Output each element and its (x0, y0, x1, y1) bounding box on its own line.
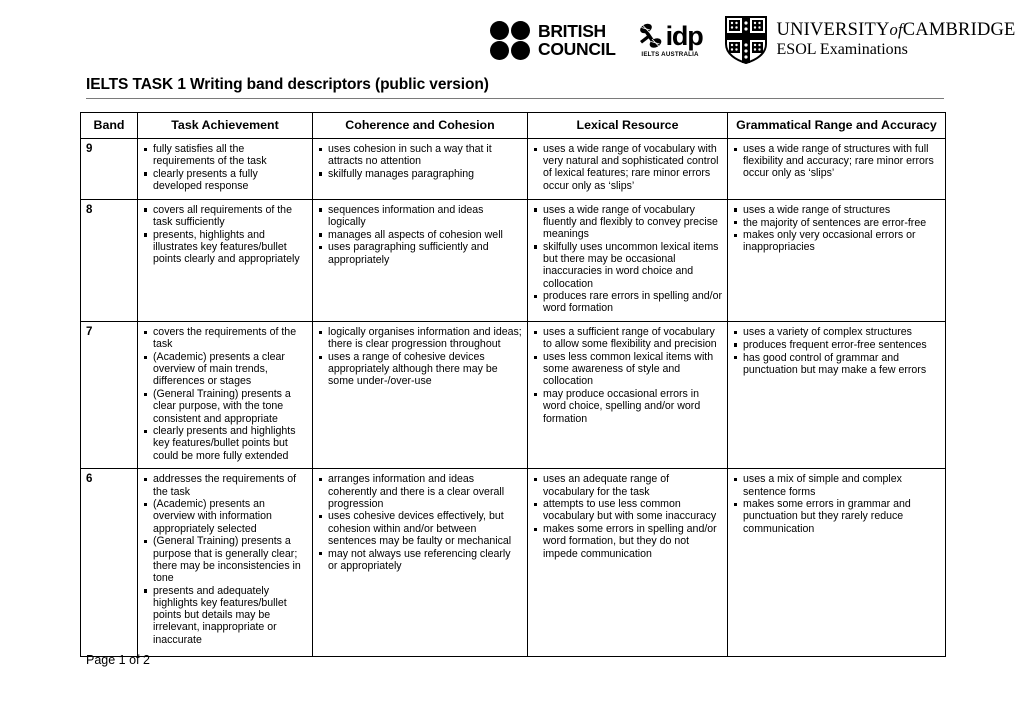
descriptor-item: (General Training) presents a purpose that is generally clear; there may be inconsistencies in tone (142, 535, 307, 584)
descriptor-item: (Academic) presents a clear overview of main trends, differences or stages (142, 351, 307, 388)
descriptor-item: may produce occasional errors in word choice, spelling and/or word formation (532, 388, 722, 425)
cell-grammatical-range (728, 139, 946, 200)
descriptor-item: uses less common lexical items with some awareness of style and collocation (532, 351, 722, 388)
descriptor-item: manages all aspects of cohesion well (317, 229, 522, 241)
descriptor-item: skilfully manages paragraphing (317, 168, 522, 180)
descriptor-item: uses a wide range of vocabulary with very natural and sophisticated control of lexical features; rare minor errors occur only as ‘slips’ (532, 143, 722, 192)
descriptor-list (532, 204, 722, 315)
table-row (81, 139, 946, 200)
descriptor-item: the majority of sentences are error-free (732, 217, 940, 229)
descriptor-list (532, 473, 722, 559)
british-council-logo (490, 21, 616, 60)
descriptor-item: attempts to use less common vocabulary but with some inaccuracy (532, 498, 722, 522)
descriptor-item: addresses the requirements of the task (142, 473, 307, 497)
descriptor-item: sequences information and ideas logically (317, 204, 522, 228)
descriptor-item: produces rare errors in spelling and/or word formation (532, 290, 722, 314)
cell-grammatical-range (728, 199, 946, 321)
descriptor-item: clearly presents a fully developed response (142, 168, 307, 192)
idp-mark-icon (638, 22, 664, 50)
table-row (81, 199, 946, 321)
descriptor-item: makes only very occasional errors or inappropriacies (732, 229, 940, 253)
descriptor-list (317, 326, 522, 388)
descriptor-item: fully satisfies all the requirements of the task (142, 143, 307, 167)
cell-coherence-cohesion (313, 469, 528, 657)
column-header-band: Band (81, 113, 138, 139)
cambridge-university-word: UNIVERSITY (776, 19, 890, 40)
descriptor-list (142, 143, 307, 192)
cell-grammatical-range (728, 469, 946, 657)
descriptor-item: makes some errors in spelling and/or word formation, but they do not impede communication (532, 523, 722, 560)
descriptor-list (532, 143, 722, 192)
idp-logo (638, 22, 703, 58)
british-council-line2: COUNCIL (538, 39, 616, 59)
cell-task-achievement (138, 199, 313, 321)
cell-lexical-resource (528, 322, 728, 469)
descriptor-item: uses a wide range of structures with full flexibility and accuracy; rare minor errors occur only as ‘slips’ (732, 143, 940, 180)
cambridge-line1 (777, 20, 1016, 42)
descriptor-list (142, 473, 307, 645)
descriptor-item: makes some errors in grammar and punctuation but they rarely reduce communication (732, 498, 940, 535)
descriptor-item: presents and adequately highlights key features/bullet points but details may be irrelevant, inappropriate or inaccurate (142, 585, 307, 646)
descriptor-list (732, 326, 940, 376)
table-body (81, 139, 946, 657)
band-score: 7 (81, 322, 138, 469)
table-header-row (81, 113, 946, 139)
idp-wordmark: idp (665, 20, 703, 51)
cell-task-achievement (138, 469, 313, 657)
cambridge-esol-logo (725, 16, 1016, 64)
descriptor-item: (Academic) presents an overview with information appropriately selected (142, 498, 307, 535)
descriptor-item: has good control of grammar and punctuation but may make a few errors (732, 352, 940, 376)
descriptor-list (317, 143, 522, 180)
band-score: 8 (81, 199, 138, 321)
column-header-coherence-cohesion: Coherence and Cohesion (313, 113, 528, 139)
descriptor-item: uses cohesive devices effectively, but cohesion within and/or between sentences may be faulty or mechanical (317, 510, 522, 547)
idp-subtitle: IELTS AUSTRALIA (641, 51, 699, 58)
table-row (81, 322, 946, 469)
cell-lexical-resource (528, 469, 728, 657)
column-header-task-achievement: Task Achievement (138, 113, 313, 139)
descriptor-item: uses paragraphing sufficiently and appropriately (317, 241, 522, 265)
descriptor-list (142, 204, 307, 266)
band-descriptors-table (80, 112, 946, 657)
descriptor-list (142, 326, 307, 462)
cambridge-crest-icon (725, 16, 767, 64)
page-title: IELTS TASK 1 Writing band descriptors (public version) (86, 76, 489, 93)
title-divider (86, 98, 944, 99)
descriptor-item: covers all requirements of the task sufficiently (142, 204, 307, 228)
cell-task-achievement (138, 139, 313, 200)
descriptor-item: covers the requirements of the task (142, 326, 307, 350)
cell-coherence-cohesion (313, 139, 528, 200)
descriptor-list (532, 326, 722, 425)
cell-task-achievement (138, 322, 313, 469)
cell-lexical-resource (528, 139, 728, 200)
descriptor-item: uses a sufficient range of vocabulary to allow some flexibility and precision (532, 326, 722, 350)
logo-strip (490, 16, 1016, 64)
cell-lexical-resource (528, 199, 728, 321)
descriptor-item: presents, highlights and illustrates key features/bullet points clearly and appropriately (142, 229, 307, 266)
british-council-line1: BRITISH (538, 20, 606, 41)
descriptor-item: logically organises information and ideas; there is clear progression throughout (317, 326, 522, 350)
cambridge-of-word: of (889, 19, 903, 39)
cambridge-line2: ESOL Examinations (776, 41, 908, 59)
descriptor-item: skilfully uses uncommon lexical items but there may be occasional inaccuracies in word choice and collocation (532, 241, 722, 290)
descriptor-list (732, 143, 940, 180)
descriptor-item: uses a variety of complex structures (732, 326, 940, 338)
cell-coherence-cohesion (313, 322, 528, 469)
descriptor-item: uses cohesion in such a way that it attracts no attention (317, 143, 522, 167)
table-row (81, 469, 946, 657)
cell-coherence-cohesion (313, 199, 528, 321)
band-score: 6 (81, 469, 138, 657)
descriptor-list (732, 204, 940, 254)
descriptor-list (732, 473, 940, 535)
descriptor-item: may not always use referencing clearly or appropriately (317, 548, 522, 572)
descriptor-list (317, 473, 522, 572)
page-footer: Page 1 of 2 (86, 653, 150, 667)
descriptor-item: uses a wide range of structures (732, 204, 940, 216)
descriptor-item: uses a mix of simple and complex sentence forms (732, 473, 940, 497)
descriptor-item: arranges information and ideas coherently and there is a clear overall progression (317, 473, 522, 510)
descriptor-item: produces frequent error-free sentences (732, 339, 940, 351)
cell-grammatical-range (728, 322, 946, 469)
column-header-grammatical-range: Grammatical Range and Accuracy (728, 113, 946, 139)
band-score: 9 (81, 139, 138, 200)
british-council-wordmark (538, 22, 616, 59)
descriptor-list (317, 204, 522, 266)
descriptor-item: (General Training) presents a clear purpose, with the tone consistent and appropriate (142, 388, 307, 425)
descriptor-item: clearly presents and highlights key features/bullet points but could be more fully extended (142, 425, 307, 462)
descriptor-item: uses an adequate range of vocabulary for the task (532, 473, 722, 497)
cambridge-cambridge-word: CAMBRIDGE (902, 19, 1016, 40)
descriptor-item: uses a wide range of vocabulary fluently and flexibly to convey precise meanings (532, 204, 722, 241)
column-header-lexical-resource: Lexical Resource (528, 113, 728, 139)
british-council-dots-icon (490, 21, 531, 60)
descriptor-item: uses a range of cohesive devices appropriately although there may be some under-/over-use (317, 351, 522, 388)
